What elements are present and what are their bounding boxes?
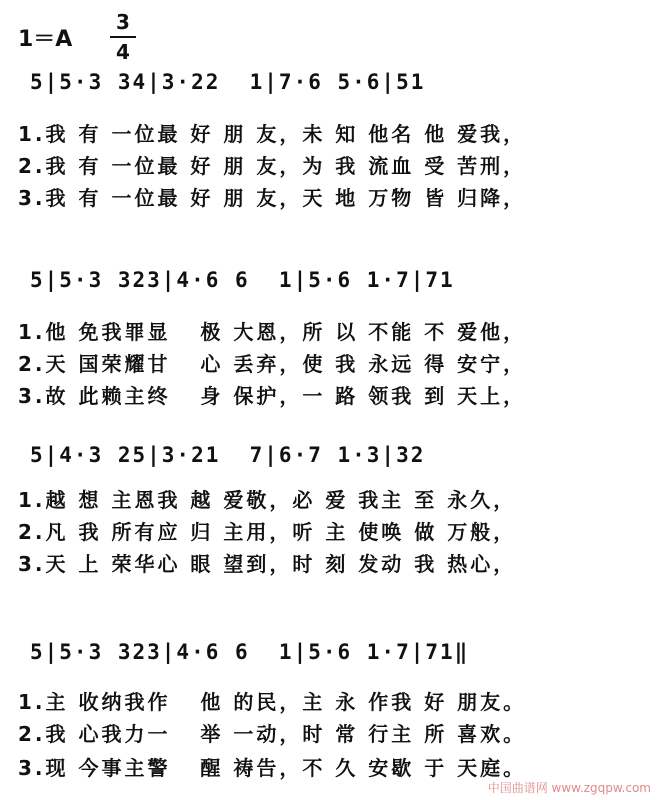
- time-signature-divider: [110, 36, 136, 38]
- lyric-line-2-2: 2.天 国荣耀甘 心 丢弃，使 我 永远 得 安宁，: [18, 352, 527, 376]
- lyric-line-4-2: 2.我 心我力一 举 一动，时 常 行主 所 喜欢。: [18, 722, 527, 746]
- notation-line-4: 5|5·3 323|4·6 6 1|5·6 1·7|71‖: [30, 640, 470, 664]
- watermark: 中国曲谱网 www.zgqpw.com: [487, 781, 651, 795]
- lyric-line-3-1: 1.越 想 主恩我 越 爱敬，必 爱 我主 至 永久，: [18, 488, 517, 512]
- key-signature: 1＝A: [18, 27, 73, 52]
- notation-line-3: 5|4·3 25|3·21 7|6·7 1·3|32: [30, 443, 426, 467]
- lyric-line-4-1: 1.主 收纳我作 他 的民，主 永 作我 好 朋友。: [18, 690, 527, 714]
- lyric-line-1-3: 3.我 有 一位最 好 朋 友，天 地 万物 皆 归降，: [18, 186, 527, 210]
- lyric-line-4-3: 3.现 今事主警 醒 祷告，不 久 安歇 于 天庭。: [18, 756, 527, 780]
- time-signature-bottom: 4: [116, 40, 130, 64]
- lyric-line-3-2: 2.凡 我 所有应 归 主用，听 主 使唤 做 万般，: [18, 520, 517, 544]
- notation-line-1: 5|5·3 34|3·22 1|7·6 5·6|51: [30, 70, 426, 94]
- lyric-line-2-1: 1.他 免我罪显 极 大恩，所 以 不能 不 爱他，: [18, 320, 527, 344]
- lyric-line-2-3: 3.故 此赖主终 身 保护，一 路 领我 到 天上，: [18, 384, 527, 408]
- lyric-line-1-2: 2.我 有 一位最 好 朋 友，为 我 流血 受 苦刑，: [18, 154, 527, 178]
- time-signature-top: 3: [116, 10, 130, 34]
- time-signature: [110, 10, 136, 64]
- lyric-line-1-1: 1.我 有 一位最 好 朋 友，未 知 他名 他 爱我，: [18, 122, 527, 146]
- notation-line-2: 5|5·3 323|4·6 6 1|5·6 1·7|71: [30, 268, 455, 292]
- lyric-line-3-3: 3.天 上 荣华心 眼 望到，时 刻 发动 我 热心，: [18, 552, 517, 576]
